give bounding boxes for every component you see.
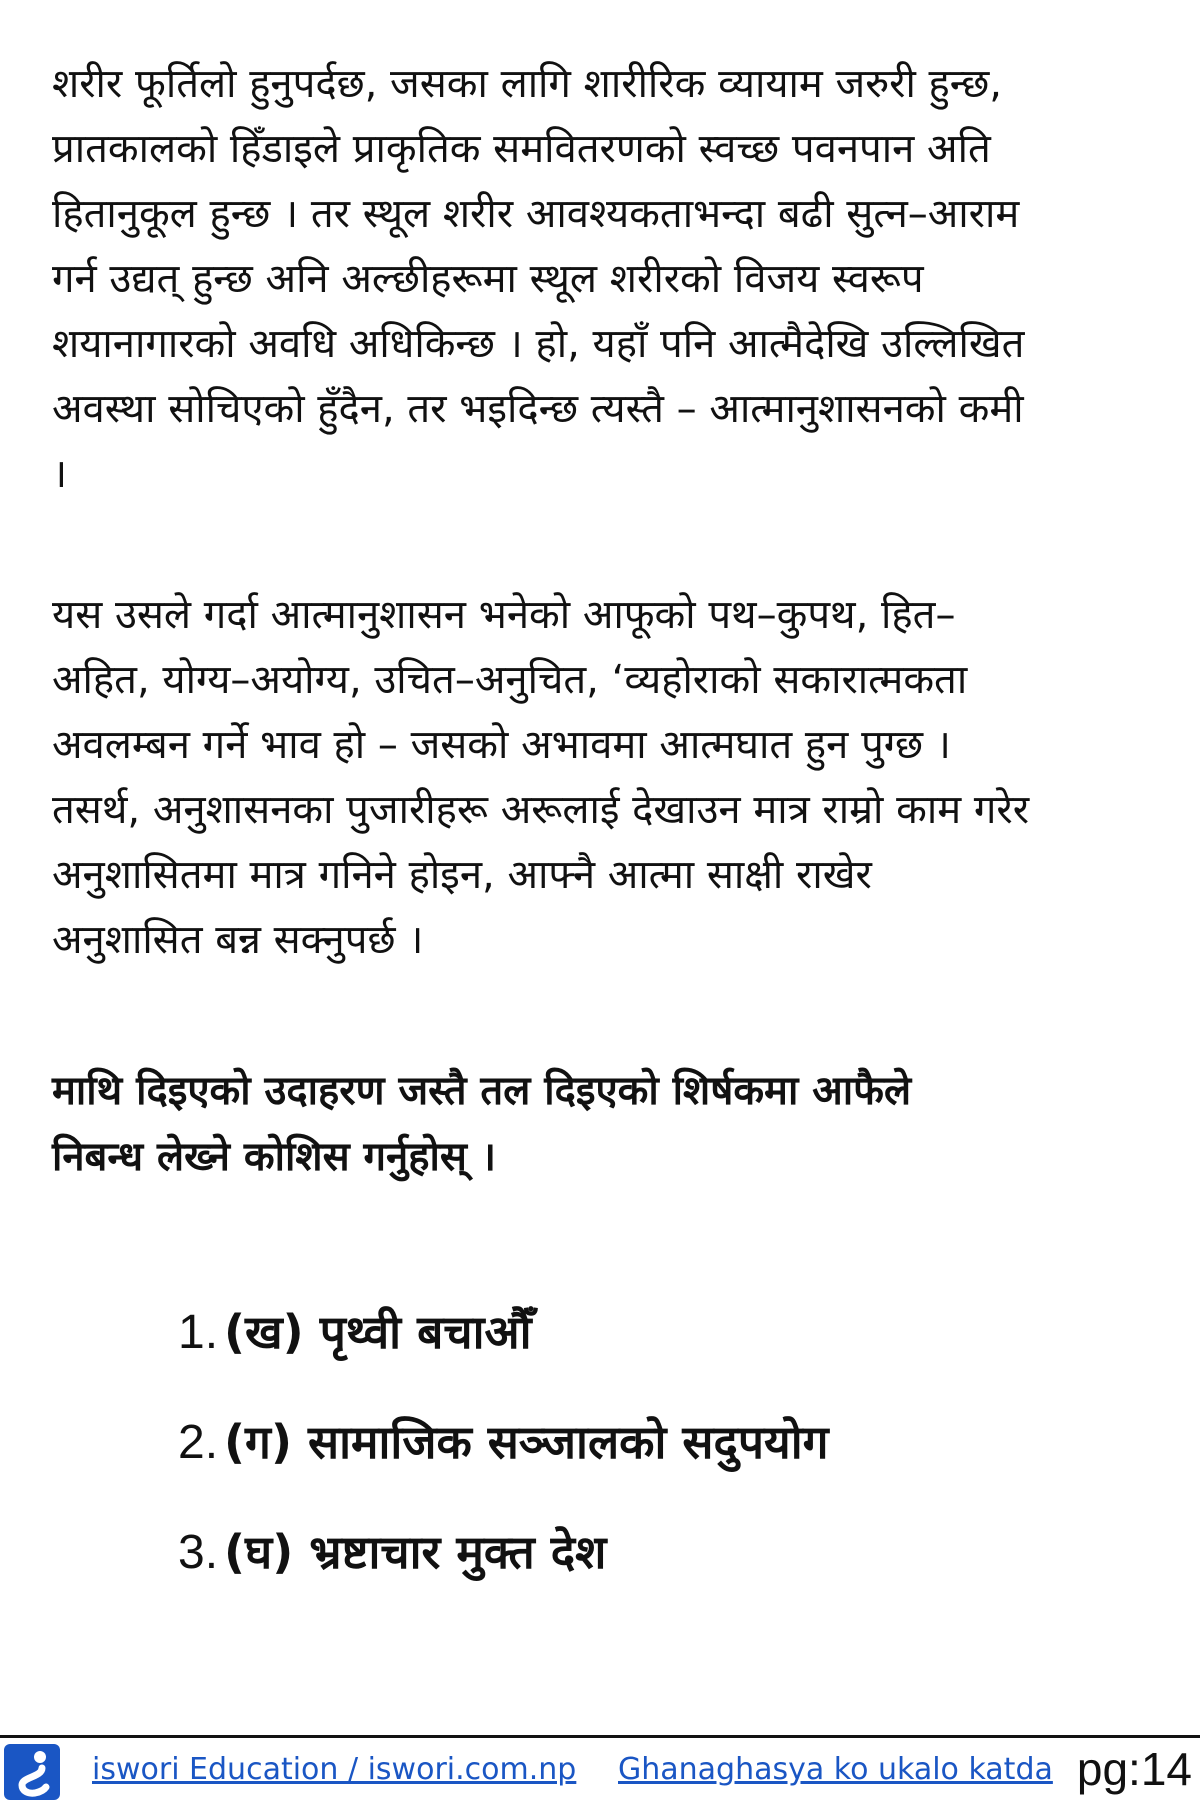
topic-label: (घ) भ्रष्टाचार मुक्त देश xyxy=(224,1525,607,1579)
topic-label: (ख) पृथ्वी बचाऔँ xyxy=(224,1305,532,1359)
essay-topic-item xyxy=(178,1410,1178,1520)
page-footer xyxy=(0,1735,1200,1800)
essay-instruction: माथि दिइएको उदाहरण जस्तै तल दिइएको शिर्षकमा आफैले निबन्ध लेख्ने कोशिस गर्नुहोस् । xyxy=(52,1068,912,1180)
page-number: pg:14 xyxy=(1076,1743,1192,1795)
body-paragraph-1: शरीर फूर्तिलो हुनुपर्दछ, जसका लागि शारीरिक व्यायाम जरुरी हुन्छ, प्रातकालको हिँडाइले प्राकृतिक समवितरणको स्वच्छ पवनपान अति हितानुकूल हुन्छ । तर स्थूल शरीर आवश्यकताभन्दा बढी सुत्न–आराम गर्न उद्यत् हुन्छ अनि अल्छीहरूमा स्थूल शरीरको विजय स्वरूप शयानागारको अवधि अधिकिन्छ । हो, यहाँ पनि आत्मैदेखि उल्लिखित अवस्था सोचिएको हुँदैन, तर भइदिन्छ त्यस्तै – आत्मानुशासनको कमी । xyxy=(52,61,1025,497)
essay-topic-list xyxy=(178,1300,1178,1630)
body-paragraph-2: यस उसले गर्दा आत्मानुशासन भनेको आफूको पथ–कुपथ, हित– अहित, योग्य–अयोग्य, उचित–अनुचित, ‘व्यहोराको सकारात्मकता अवलम्बन गर्ने भाव हो – जसको अभावमा आत्मघात हुन पुग्छ । तसर्थ, अनुशासनका पुजारीहरू अरूलाई देखाउन मात्र राम्रो काम गरेर अनुशासितमा मात्र गनिने होइन, आफ्नै आत्मा साक्षी राखेर अनुशासित बन्न सक्नुपर्छ । xyxy=(52,592,1030,963)
topic-number: 1. xyxy=(178,1306,219,1359)
topic-label: (ग) सामाजिक सञ्जालको सदुपयोग xyxy=(224,1415,829,1469)
topic-number: 3. xyxy=(178,1526,219,1579)
topic-number: 2. xyxy=(178,1416,219,1469)
info-question-icon xyxy=(4,1744,60,1800)
footer-link-website[interactable]: iswori Education / iswori.com.np xyxy=(92,1752,577,1787)
essay-topic-item xyxy=(178,1300,1178,1410)
essay-topic-item xyxy=(178,1520,1178,1630)
footer-link-book-title[interactable]: Ghanaghasya ko ukalo katda xyxy=(618,1752,1053,1787)
